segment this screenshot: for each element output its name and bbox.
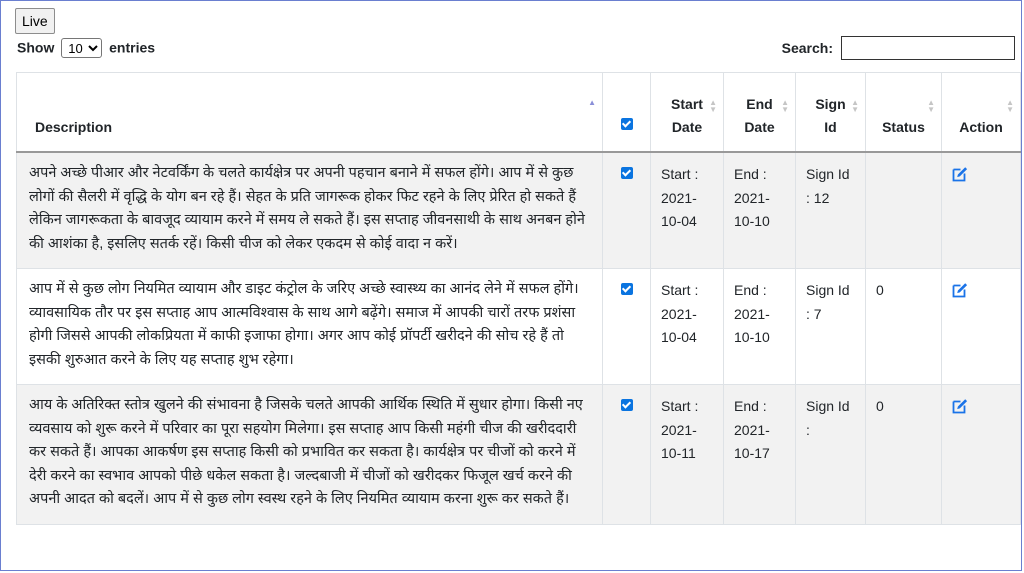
edit-icon[interactable] [952, 398, 968, 414]
row-sign-id [796, 269, 866, 385]
table-row [17, 269, 1021, 385]
column-sign-id-label-2: Id [824, 119, 837, 135]
row-description: अपने अच्छे पीआर और नेटवर्किंग के चलते कार्यक्षेत्र पर अपनी पहचान बनाने में सफल होंगे। आप में से कुछ लोगों की सैलरी में वृद्धि के योग बन रहे हैं। सेहत के प्रति जागरूक होकर फिट रहने के लिए प्रेरित हो सकते हैं लेकिन जागरूकता के बावजूद व्यायाम करने में समय ले सकते हैं। इस सप्ताह जीवनसाथी के साथ अनबन होने की आशंका है, इसलिए सतर्क रहें। किसी चीज को लेकर एकदम से कोई वादा न करें। [17, 152, 603, 269]
end-label: End : [734, 166, 767, 182]
row-description: आप में से कुछ लोग नियमित व्यायाम और डाइट कंट्रोल के जरिए अच्छे स्वास्थ्य का आनंद लेने में सफल होंगे। व्यावसायिक तौर पर इस सप्ताह आप आत्मविश्वास के साथ आगे बढ़ेंगे। समाज में आपकी चारों तरफ प्रशंसा होगी जिससे आपकी लोकप्रियता में काफी इजाफा होगा। अगर आप कोई प्रॉपर्टी खरीदने की सोच रहे हैं तो इसकी शुरुआत करने के लिए यह सप्ताह शुभ रहेगा। [17, 269, 603, 385]
sign-label: Sign Id [806, 398, 850, 414]
row-start-date [651, 269, 724, 385]
row-sign-id [796, 385, 866, 525]
start-month-day: 10-11 [661, 445, 696, 461]
end-year: 2021- [734, 189, 770, 206]
show-label: Show [17, 39, 55, 56]
column-status-label: Status [882, 119, 925, 135]
row-action [942, 269, 1021, 385]
sort-icon: ▲ ▼ [781, 98, 789, 114]
end-month-day: 10-17 [734, 445, 770, 461]
row-select-cell [603, 152, 651, 269]
row-end-date [724, 385, 796, 525]
row-description: आय के अतिरिक्त स्तोत्र खुलने की संभावना है जिसके चलते आपकी आर्थिक स्थिति में सुधार होगा। किसी नए व्यवसाय को शुरू करने में परिवार का पूरा सहयोग मिलेगा। इस सप्ताह आप किसी महंगी चीज की खरीददारी कर सकते हैं। आपका आकर्षण इस सप्ताह किसी को प्रभावित कर सकता है। कार्यक्षेत्र पर चीजों को करने में देरी करने का स्वभाव आपको पीछे धकेल सकता है। जल्दबाजी में चीजों को खरीदकर फिजूल खर्च करने की अपनी आदत को बदलें। आप में से कुछ लोग स्वस्थ रहने के लिए नियमित व्यायाम करना शुरू कर सकते हैं। [17, 385, 603, 525]
column-end-date-label-1: End [746, 96, 773, 112]
row-checkbox[interactable] [621, 399, 633, 411]
end-month-day: 10-10 [734, 213, 770, 229]
start-year: 2021- [661, 189, 697, 206]
column-select-all[interactable] [603, 73, 651, 153]
search-control [782, 36, 1015, 60]
row-action [942, 152, 1021, 269]
select-all-checkbox[interactable] [621, 118, 633, 130]
table-row [17, 152, 1021, 269]
column-action[interactable] [942, 73, 1021, 153]
column-description-label: Description [35, 119, 113, 135]
row-sign-id [796, 152, 866, 269]
live-button[interactable]: Live [15, 8, 55, 34]
row-start-date [651, 152, 724, 269]
table-row [17, 385, 1021, 525]
edit-icon[interactable] [952, 282, 968, 298]
row-status: 0 [866, 385, 942, 525]
start-month-day: 10-04 [661, 213, 697, 229]
edit-icon[interactable] [952, 166, 968, 182]
column-sign-id[interactable] [796, 73, 866, 153]
end-label: End : [734, 398, 767, 414]
column-action-label: Action [959, 119, 1003, 135]
column-description[interactable] [17, 73, 603, 153]
sort-asc-icon: ▲ [588, 98, 596, 107]
column-end-date-label-2: Date [744, 119, 775, 135]
search-label: Search: [781, 40, 833, 56]
sign-label: Sign Id [806, 166, 850, 182]
start-label: Start : [661, 398, 699, 414]
column-start-date-label-1: Start [671, 96, 703, 112]
row-select-cell [603, 269, 651, 385]
search-input[interactable] [841, 36, 1015, 60]
end-label: End : [734, 282, 767, 298]
length-control [17, 38, 155, 58]
sign-value: : 7 [806, 305, 822, 322]
row-action [942, 385, 1021, 525]
sign-label: Sign Id [806, 282, 850, 298]
table-header-row [17, 73, 1021, 153]
column-start-date[interactable] [651, 73, 724, 153]
start-label: Start : [661, 282, 699, 298]
entries-label: entries [109, 39, 156, 56]
row-select-cell [603, 385, 651, 525]
end-year: 2021- [734, 421, 770, 438]
sort-icon: ▲ ▼ [927, 98, 935, 114]
start-year: 2021- [661, 305, 697, 322]
start-year: 2021- [661, 421, 697, 438]
column-sign-id-label-1: Sign [815, 96, 846, 112]
sign-value: : [806, 421, 810, 438]
row-status: 0 [866, 269, 942, 385]
row-status [866, 152, 942, 269]
row-end-date [724, 269, 796, 385]
end-year: 2021- [734, 305, 770, 322]
row-end-date [724, 152, 796, 269]
row-checkbox[interactable] [621, 283, 633, 295]
column-end-date[interactable] [724, 73, 796, 153]
sort-icon: ▲ ▼ [851, 98, 859, 114]
column-status[interactable] [866, 73, 942, 153]
sort-icon: ▲ ▼ [709, 98, 717, 114]
sign-value: : 12 [806, 189, 830, 206]
row-start-date [651, 385, 724, 525]
entries-table [16, 72, 1021, 525]
column-start-date-label-2: Date [671, 119, 703, 135]
start-month-day: 10-04 [661, 329, 697, 345]
entries-select[interactable] [61, 38, 102, 58]
sort-icon: ▲ ▼ [1006, 98, 1014, 114]
end-month-day: 10-10 [734, 329, 770, 345]
start-label: Start : [661, 166, 699, 182]
row-checkbox[interactable] [621, 167, 633, 179]
